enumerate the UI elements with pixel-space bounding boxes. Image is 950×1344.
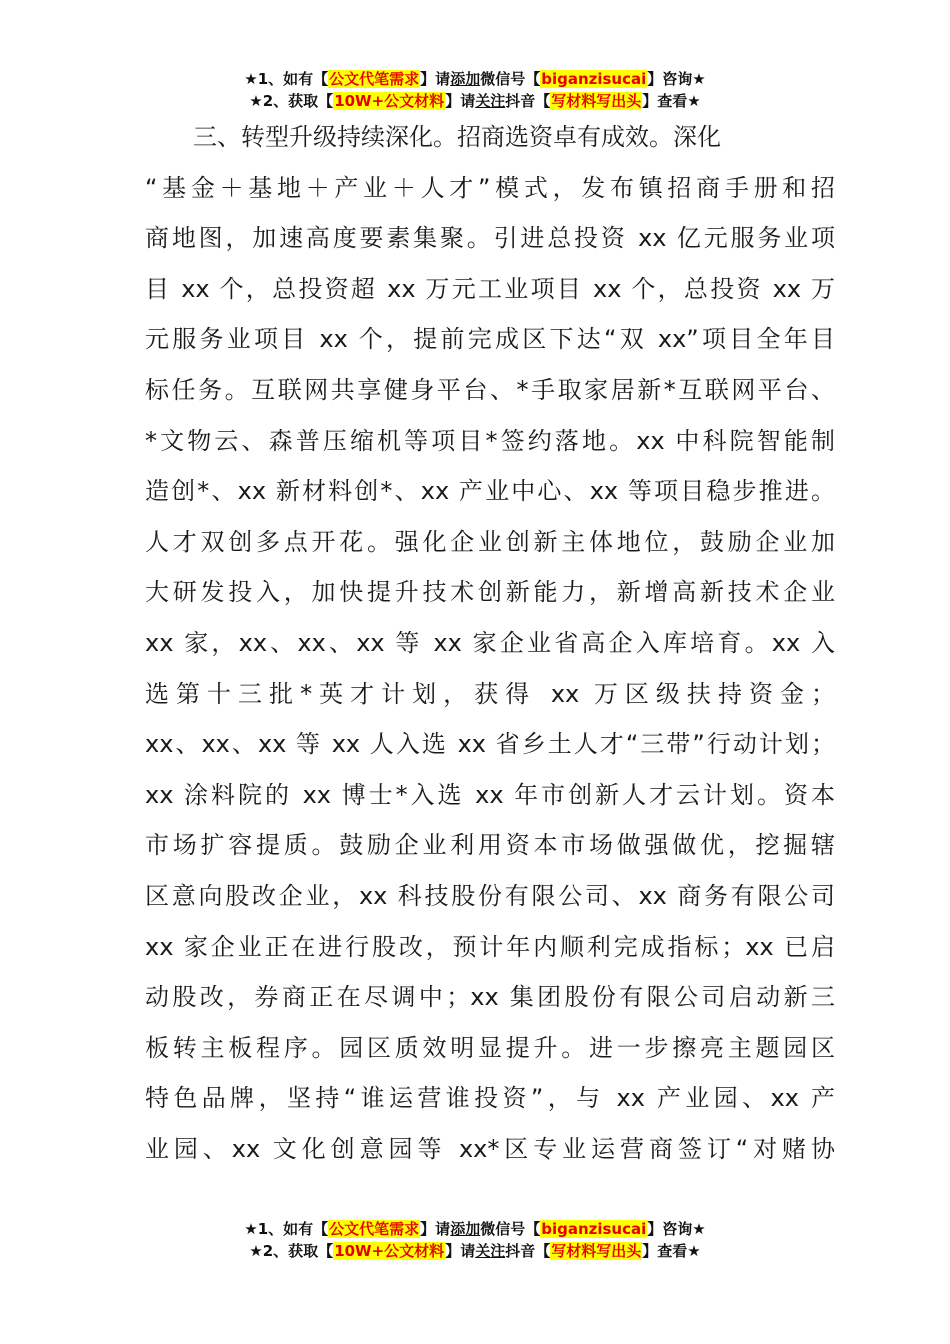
promo-text: 抖音【 [505,1242,551,1260]
promo-underlined: 关注 [475,1242,506,1260]
promo-underlined: 关注 [475,92,506,110]
promo-text: ★1、如有【 [244,1220,329,1238]
body-line: *文物云、森普压缩机等项目*签约落地。xx 中科院智能制 [145,426,835,455]
promo-highlight: 公文代笔需求 [329,1220,420,1238]
promo-line-2 [0,90,950,112]
promo-text: 】请 [445,1242,476,1260]
body-line: 特色品牌，坚持“谁运营谁投资”，与 xx 产业园、xx 产 [145,1084,835,1113]
promo-underlined: 添加 [450,70,481,88]
body-line: 选第十三批*英才计划，获得 xx 万区级扶持资金； [145,679,835,708]
promo-text: 】查看★ [642,1242,701,1260]
promo-underlined: 添加 [450,1220,481,1238]
promo-highlight: biganzisucai [541,1220,647,1238]
body-line: xx、xx、xx 等 xx 人入选 xx 省乡土人才“三带”行动计划； [145,730,835,759]
document-body [145,112,835,1174]
body-line: 板转主板程序。园区质效明显提升。进一步擦亮主题园区 [145,1033,835,1062]
body-line: xx 家企业正在进行股改，预计年内顺利完成指标；xx 已启 [145,932,835,961]
body-line: 元服务业项目 xx 个，提前完成区下达“双 xx”项目全年目 [145,325,835,354]
promo-text: 】咨询★ [647,1220,706,1238]
body-line: xx 涂料院的 xx 博士*入选 xx 年市创新人才云计划。资本 [145,780,835,809]
promo-text: 】咨询★ [647,70,706,88]
promo-text: 】请 [420,1220,451,1238]
promo-highlight: 10W+公文材料 [334,1242,445,1260]
promo-line-2 [0,1240,950,1262]
promo-highlight: biganzisucai [541,70,647,88]
promo-text: 微信号【 [480,1220,541,1238]
footer-promo-banner [0,1218,950,1262]
promo-text: ★2、获取【 [249,1242,334,1260]
body-line: xx 家，xx、xx、xx 等 xx 家企业省高企入库培育。xx 入 [145,628,835,657]
body-line: 区意向股改企业，xx 科技股份有限公司、xx 商务有限公司 [145,881,835,910]
promo-text: 】查看★ [642,92,701,110]
body-line: 目 xx 个，总投资超 xx 万元工业项目 xx 个，总投资 xx 万 [145,274,835,303]
body-line: 市场扩容提质。鼓励企业利用资本市场做强做优，挖掘辖 [145,831,835,860]
body-line: 业园、xx 文化创意园等 xx*区专业运营商签订“对赌协 [145,1134,835,1163]
promo-text: ★1、如有【 [244,70,329,88]
body-line: “基金＋基地＋产业＋人才”模式，发布镇招商手册和招 [145,173,835,202]
promo-text: 微信号【 [480,70,541,88]
body-line: 大研发投入，加快提升技术创新能力，新增高新技术企业 [145,578,835,607]
promo-highlight: 写材料写出头 [551,92,642,110]
body-line: 动股改，券商正在尽调中；xx 集团股份有限公司启动新三 [145,983,835,1012]
promo-line-1 [0,1218,950,1240]
body-line: 人才双创多点开花。强化企业创新主体地位，鼓励企业加 [145,527,835,556]
promo-text: 】请 [420,70,451,88]
promo-highlight: 写材料写出头 [551,1242,642,1260]
header-promo-banner [0,68,950,112]
body-line: 造创*、xx 新材料创*、xx 产业中心、xx 等项目稳步推进。 [145,477,835,506]
promo-highlight: 公文代笔需求 [329,70,420,88]
promo-text: 】请 [445,92,476,110]
body-line: 三、转型升级持续深化。招商选资卓有成效。深化 [145,123,721,151]
promo-text: 抖音【 [505,92,551,110]
promo-highlight: 10W+公文材料 [334,92,445,110]
body-line: 标任务。互联网共享健身平台、*手取家居新*互联网平台、 [145,375,835,404]
promo-text: ★2、获取【 [249,92,334,110]
promo-line-1 [0,68,950,90]
body-line: 商地图，加速高度要素集聚。引进总投资 xx 亿元服务业项 [145,224,835,253]
